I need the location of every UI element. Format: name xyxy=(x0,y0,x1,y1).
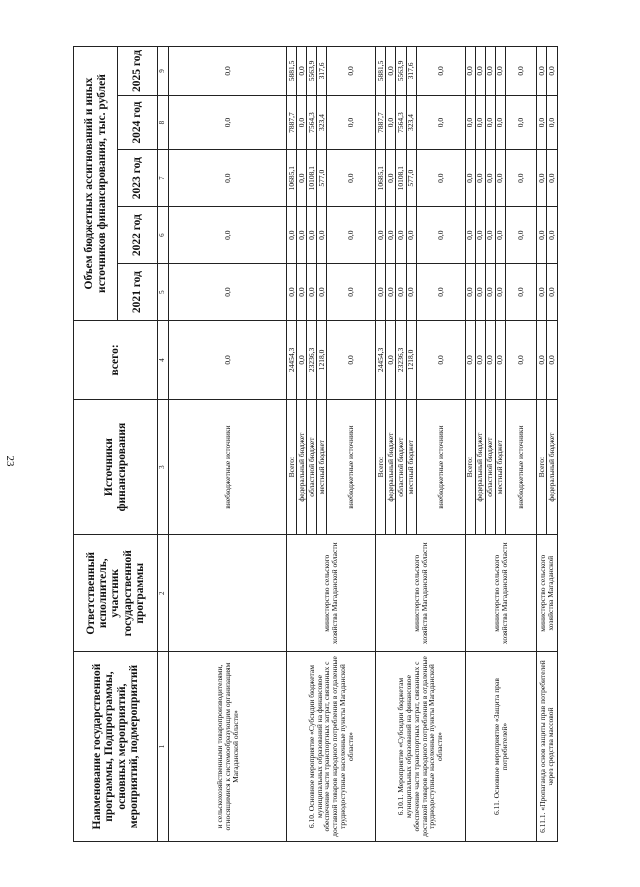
value-cell: 0,0 xyxy=(386,150,396,207)
program-name-cell: 6.11.1. «Пропаганда основ защиты прав потребителей через средства массовой xyxy=(536,652,557,842)
value-cell: 0,0 xyxy=(287,264,297,321)
funding-source-cell: внебюджетные источники xyxy=(416,399,465,535)
value-cell: 0,0 xyxy=(536,150,546,207)
funding-source-cell: Всего: xyxy=(465,399,475,535)
value-cell: 0,0 xyxy=(287,207,297,264)
value-cell: 0,0 xyxy=(485,95,495,149)
funding-source-cell: областной бюджет xyxy=(396,399,406,535)
value-cell: 0,0 xyxy=(169,207,287,264)
value-cell: 0,0 xyxy=(386,47,396,96)
value-cell: 0,0 xyxy=(297,264,307,321)
value-cell: 0,0 xyxy=(327,321,376,400)
header-year: 2021 год xyxy=(118,264,158,321)
value-cell: 0,0 xyxy=(485,207,495,264)
value-cell: 0,0 xyxy=(406,207,416,264)
header-source: Источники финансирования xyxy=(74,399,158,535)
value-cell: 0,0 xyxy=(386,321,396,400)
header-row-1 xyxy=(74,47,118,842)
value-cell: 0,0 xyxy=(547,150,558,207)
value-cell: 0,0 xyxy=(536,321,546,400)
value-cell: 0,0 xyxy=(465,95,475,149)
value-cell: 23236,3 xyxy=(307,321,317,400)
funding-source-cell: федеральный бюджет xyxy=(475,399,485,535)
value-cell: 323,4 xyxy=(317,95,327,149)
value-cell: 0,0 xyxy=(169,47,287,96)
column-number-row xyxy=(158,47,169,842)
value-cell: 0,0 xyxy=(465,321,475,400)
value-cell: 5881,5 xyxy=(376,47,386,96)
table-row xyxy=(376,47,386,842)
value-cell: 7564,3 xyxy=(396,95,406,149)
program-name-cell: и сельскохозяйственными товаропроизводителями, относящимися к системообразующим организациям Магаданской области» xyxy=(169,652,287,842)
column-number: 8 xyxy=(158,95,169,149)
value-cell: 0,0 xyxy=(386,95,396,149)
value-cell: 0,0 xyxy=(485,150,495,207)
value-cell: 0,0 xyxy=(416,95,465,149)
value-cell: 0,0 xyxy=(495,95,505,149)
funding-source-cell: федеральный бюджет xyxy=(297,399,307,535)
column-number: 6 xyxy=(158,207,169,264)
value-cell: 0,0 xyxy=(307,207,317,264)
value-cell: 0,0 xyxy=(327,47,376,96)
value-cell: 0,0 xyxy=(376,207,386,264)
value-cell: 5881,5 xyxy=(287,47,297,96)
value-cell: 0,0 xyxy=(475,95,485,149)
value-cell: 0,0 xyxy=(536,95,546,149)
value-cell: 0,0 xyxy=(547,47,558,96)
value-cell: 24454,3 xyxy=(376,321,386,400)
value-cell: 0,0 xyxy=(547,207,558,264)
value-cell: 1218,0 xyxy=(406,321,416,400)
value-cell: 5563,9 xyxy=(307,47,317,96)
value-cell: 0,0 xyxy=(327,207,376,264)
program-name-cell: 6.10.1. Мероприятие «Субсидии бюджетам муниципальных образований на финансовое обеспечение части транспортных затрат, связанных с доставкой товаров народного потребления в отдаленные труднодоступные населенные пункты Магаданской области» xyxy=(376,652,465,842)
value-cell: 0,0 xyxy=(465,47,475,96)
header-budget-group: Объем бюджетных ассигнований и иных источников финансирования, тыс. рублей xyxy=(74,47,118,321)
value-cell: 0,0 xyxy=(505,95,536,149)
value-cell: 0,0 xyxy=(297,47,307,96)
header-year: 2022 год xyxy=(118,207,158,264)
column-number: 4 xyxy=(158,321,169,400)
value-cell: 1218,0 xyxy=(317,321,327,400)
value-cell: 0,0 xyxy=(307,264,317,321)
executor-cell: министерство сельского хозяйства Магаданской области xyxy=(376,535,465,652)
value-cell: 0,0 xyxy=(505,47,536,96)
value-cell: 0,0 xyxy=(536,47,546,96)
value-cell: 0,0 xyxy=(547,321,558,400)
value-cell: 0,0 xyxy=(475,321,485,400)
funding-source-cell: федеральный бюджет xyxy=(386,399,396,535)
funding-source-cell: местный бюджет xyxy=(406,399,416,535)
value-cell: 0,0 xyxy=(327,150,376,207)
value-cell: 0,0 xyxy=(297,321,307,400)
value-cell: 0,0 xyxy=(416,47,465,96)
value-cell: 0,0 xyxy=(505,150,536,207)
program-name-cell: 6.11. Основное мероприятие «Защита прав потребителей» xyxy=(465,652,536,842)
value-cell: 0,0 xyxy=(297,207,307,264)
value-cell: 0,0 xyxy=(505,264,536,321)
value-cell: 10685,1 xyxy=(287,150,297,207)
column-number: 9 xyxy=(158,47,169,96)
value-cell: 317,6 xyxy=(317,47,327,96)
value-cell: 0,0 xyxy=(327,95,376,149)
header-executor: Ответственный исполнитель, участник государственной программы xyxy=(74,535,158,652)
value-cell: 0,0 xyxy=(416,264,465,321)
funding-source-cell: местный бюджет xyxy=(495,399,505,535)
value-cell: 0,0 xyxy=(505,207,536,264)
executor-cell xyxy=(169,535,287,652)
value-cell: 0,0 xyxy=(297,95,307,149)
value-cell: 10108,1 xyxy=(396,150,406,207)
value-cell: 0,0 xyxy=(416,207,465,264)
value-cell: 0,0 xyxy=(396,264,406,321)
value-cell: 0,0 xyxy=(475,264,485,321)
value-cell: 0,0 xyxy=(485,47,495,96)
value-cell: 0,0 xyxy=(465,150,475,207)
value-cell: 577,0 xyxy=(406,150,416,207)
value-cell: 0,0 xyxy=(475,47,485,96)
column-number: 5 xyxy=(158,264,169,321)
table-row xyxy=(169,47,287,842)
table-row xyxy=(287,47,297,842)
value-cell: 0,0 xyxy=(536,207,546,264)
funding-source-cell: внебюджетные источники xyxy=(169,399,287,535)
value-cell: 0,0 xyxy=(536,264,546,321)
header-year: 2024 год xyxy=(118,95,158,149)
value-cell: 0,0 xyxy=(297,150,307,207)
value-cell: 0,0 xyxy=(169,321,287,400)
table-row xyxy=(465,47,475,842)
page-number: 23 xyxy=(4,455,16,467)
value-cell: 317,6 xyxy=(406,47,416,96)
column-number: 3 xyxy=(158,399,169,535)
funding-source-cell: Всего: xyxy=(376,399,386,535)
table-body xyxy=(169,47,558,842)
value-cell: 0,0 xyxy=(465,264,475,321)
value-cell: 0,0 xyxy=(376,264,386,321)
value-cell: 0,0 xyxy=(485,321,495,400)
program-name-cell: 6.10. Основное мероприятие «Субсидии бюджетам муниципальных образований на финансовое обеспечение части транспортных затрат, связанных с доставкой товаров народного потребления в отдаленные труднодоступные населенные пункты Магаданской области» xyxy=(287,652,376,842)
funding-source-cell: областной бюджет xyxy=(307,399,317,535)
funding-source-cell: Всего: xyxy=(536,399,546,535)
value-cell: 23236,3 xyxy=(396,321,406,400)
value-cell: 0,0 xyxy=(317,207,327,264)
value-cell: 577,0 xyxy=(317,150,327,207)
value-cell: 0,0 xyxy=(495,150,505,207)
value-cell: 0,0 xyxy=(169,150,287,207)
value-cell: 5563,9 xyxy=(396,47,406,96)
rotated-page xyxy=(73,46,558,842)
funding-source-cell: местный бюджет xyxy=(317,399,327,535)
value-cell: 0,0 xyxy=(465,207,475,264)
value-cell: 0,0 xyxy=(485,264,495,321)
value-cell: 0,0 xyxy=(547,264,558,321)
value-cell: 0,0 xyxy=(406,264,416,321)
value-cell: 7564,3 xyxy=(307,95,317,149)
value-cell: 323,4 xyxy=(406,95,416,149)
value-cell: 0,0 xyxy=(317,264,327,321)
value-cell: 0,0 xyxy=(416,321,465,400)
value-cell: 0,0 xyxy=(495,321,505,400)
funding-source-cell: внебюджетные источники xyxy=(505,399,536,535)
header-year: 2023 год xyxy=(118,150,158,207)
column-number: 7 xyxy=(158,150,169,207)
value-cell: 10685,1 xyxy=(376,150,386,207)
funding-source-cell: федеральный бюджет xyxy=(547,399,558,535)
header-year: 2025 год xyxy=(118,47,158,96)
funding-source-cell: внебюджетные источники xyxy=(327,399,376,535)
funding-source-cell: Всего: xyxy=(287,399,297,535)
budget-table xyxy=(73,46,558,842)
value-cell: 0,0 xyxy=(475,150,485,207)
value-cell: 24454,3 xyxy=(287,321,297,400)
value-cell: 0,0 xyxy=(505,321,536,400)
executor-cell: министерство сельского хозяйства Магаданской xyxy=(536,535,557,652)
value-cell: 0,0 xyxy=(386,207,396,264)
value-cell: 7887,7 xyxy=(287,95,297,149)
value-cell: 0,0 xyxy=(416,150,465,207)
header-name: Наименование государственной программы, Подпрограммы, основных мероприятий, мероприятий, подмероприятий xyxy=(74,652,158,842)
value-cell: 0,0 xyxy=(547,95,558,149)
value-cell: 0,0 xyxy=(386,264,396,321)
value-cell: 0,0 xyxy=(396,207,406,264)
value-cell: 0,0 xyxy=(495,264,505,321)
value-cell: 0,0 xyxy=(169,95,287,149)
value-cell: 0,0 xyxy=(169,264,287,321)
table-row xyxy=(536,47,546,842)
value-cell: 10108,1 xyxy=(307,150,317,207)
value-cell: 0,0 xyxy=(327,264,376,321)
value-cell: 7887,7 xyxy=(376,95,386,149)
value-cell: 0,0 xyxy=(495,207,505,264)
executor-cell: министерство сельского хозяйства Магаданской области xyxy=(465,535,536,652)
column-number: 1 xyxy=(158,652,169,842)
funding-source-cell: областной бюджет xyxy=(485,399,495,535)
value-cell: 0,0 xyxy=(495,47,505,96)
column-number: 2 xyxy=(158,535,169,652)
executor-cell: министерство сельского хозяйства Магаданской области xyxy=(287,535,376,652)
header-total: всего: xyxy=(74,321,158,400)
value-cell: 0,0 xyxy=(475,207,485,264)
